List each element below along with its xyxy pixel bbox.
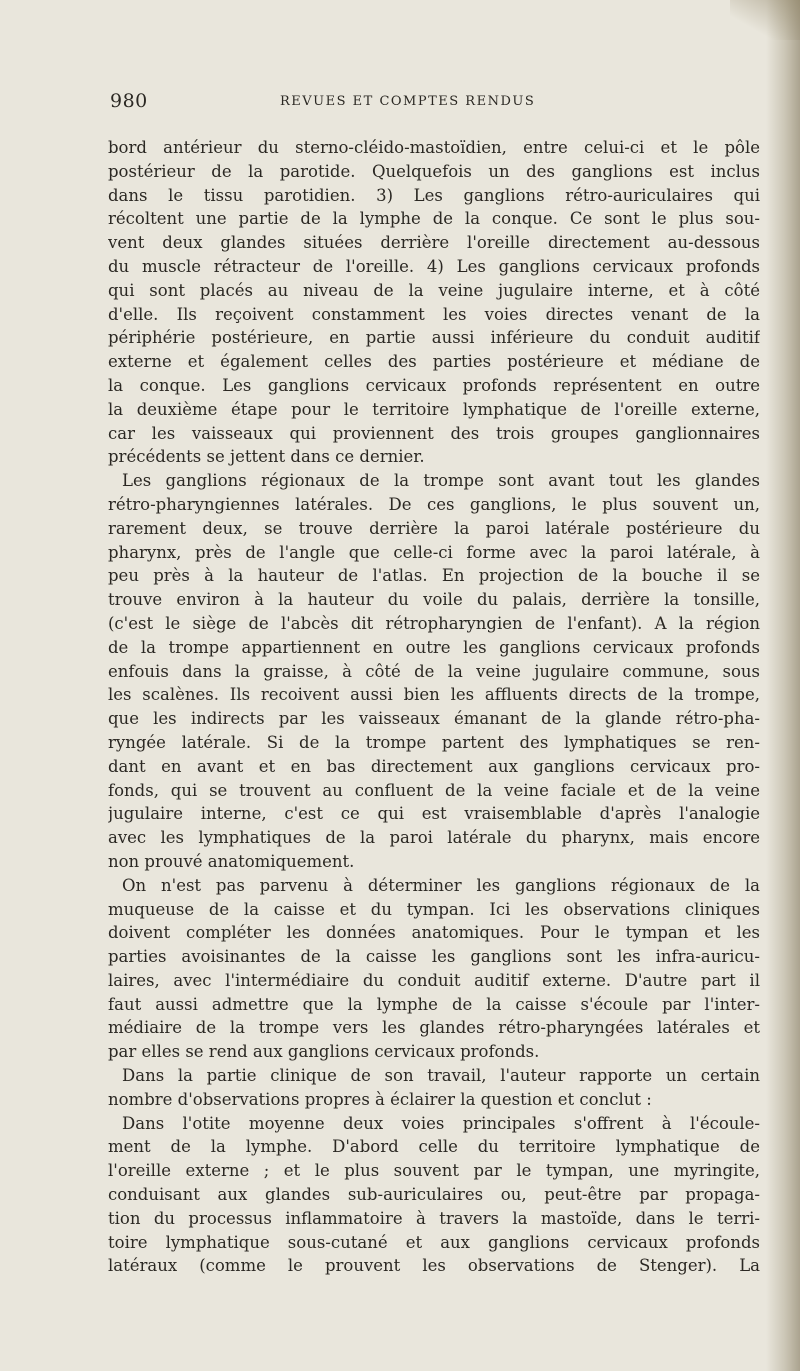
text-line: On n'est pas parvenu à déterminer les ganglions régionaux de la [122,875,760,895]
text-line: Dans l'otite moyenne deux voies principales s'offrent à l'écoule- [122,1113,760,1133]
text-line: parties avoisinantes de la caisse les ganglions sont les infra-auricu- [108,947,760,967]
text-line: ryngée latérale. Si de la trompe partent des lymphatiques se ren- [108,732,760,752]
text-line: nombre d'observations propres à éclairer la question et conclut : [108,1089,652,1109]
text-line: avec les lymphatiques de la paroi latérale du pharynx, mais encore [108,828,760,848]
text-line: faut aussi admettre que la lymphe de la caisse s'écoule par l'inter- [108,994,760,1014]
page-number: 980 [110,90,148,112]
text-line: muqueuse de la caisse et du tympan. Ici les observations cliniques [108,899,760,919]
text-line: d'elle. Ils reçoivent constamment les voies directes venant de la [108,304,760,324]
text-line: par elles se rend aux ganglions cervicaux profonds. [108,1042,540,1062]
text-line: tion du processus inflammatoire à travers la mastoïde, dans le terri- [108,1208,760,1228]
text-line: que les indirects par les vaisseaux émanant de la glande rétro-pha- [108,709,760,729]
text-line: l'oreille externe ; et le plus souvent par le tympan, une myringite, [108,1161,760,1181]
text-line: laires, avec l'intermédiaire du conduit auditif externe. D'autre part il [108,970,760,990]
text-line: précédents se jettent dans ce dernier. [108,447,425,467]
text-line: fonds, qui se trouvent au confluent de la veine faciale et de la veine [108,780,760,800]
page-corner-shadow [730,0,800,40]
text-line: périphérie postérieure, en partie aussi inférieure du conduit auditif [108,328,760,348]
text-line: la deuxième étape pour le territoire lymphatique de l'oreille externe, [108,399,760,419]
text-line: qui sont placés au niveau de la veine jugulaire interne, et à côté [108,280,760,300]
text-line: rarement deux, se trouve derrière la paroi latérale postérieure du [108,518,760,538]
text-line: postérieur de la parotide. Quelquefois un des ganglions est inclus [108,161,760,181]
text-line: jugulaire interne, c'est ce qui est vraisemblable d'après l'analogie [108,804,760,824]
text-line: pharynx, près de l'angle que celle-ci forme avec la paroi latérale, à [108,542,760,562]
text-line: de la trompe appartiennent en outre les ganglions cervicaux profonds [108,637,760,657]
text-line: médiaire de la trompe vers les glandes rétro-pharyngées latérales et [108,1018,760,1038]
text-line: Les ganglions régionaux de la trompe sont avant tout les glandes [122,471,760,491]
running-title: REVUES ET COMPTES RENDUS [280,94,536,109]
text-line: ment de la lymphe. D'abord celle du territoire lymphatique de [108,1137,760,1157]
text-line: toire lymphatique sous-cutané et aux ganglions cervicaux profonds [108,1232,760,1252]
text-line: enfouis dans la graisse, à côté de la veine jugulaire commune, sous [108,661,760,681]
text-line: bord antérieur du sterno-cléido-mastoïdien, entre celui-ci et le pôle [108,138,760,157]
page-edge-shadow [766,0,800,1371]
text-line: récoltent une partie de la lymphe de la conque. Ce sont le plus sou- [108,209,760,229]
text-line: dans le tissu parotidien. 3) Les ganglions rétro-auriculaires qui [108,185,760,205]
text-line: doivent compléter les données anatomiques. Pour le tympan et les [108,923,760,943]
text-line: trouve environ à la hauteur du voile du palais, derrière la tonsille, [108,590,760,610]
text-line: les scalènes. Ils recoivent aussi bien les affluents directs de la trompe, [108,685,760,705]
text-line: vent deux glandes situées derrière l'oreille directement au-dessous [108,233,760,253]
text-line: non prouvé anatomiquement. [108,851,355,871]
running-head [110,90,760,120]
text-line: la conque. Les ganglions cervicaux profonds représentent en outre [108,375,760,395]
text-line: peu près à la hauteur de l'atlas. En projection de la bouche il se [108,566,760,586]
text-line: car les vaisseaux qui proviennent des trois groupes ganglionnaires [108,423,760,443]
text-line: rétro-pharyngiennes latérales. De ces ganglions, le plus souvent un, [108,494,760,514]
text-line: (c'est le siège de l'abcès dit rétropharyngien de l'enfant). A la région [108,613,760,633]
text-line: du muscle rétracteur de l'oreille. 4) Les ganglions cervicaux profonds [108,256,760,276]
text-line: Dans la partie clinique de son travail, l'auteur rapporte un certain [122,1066,760,1086]
text-line: latéraux (comme le prouvent les observations de Stenger). La [108,1256,760,1276]
text-line: conduisant aux glandes sub-auriculaires ou, peut-être par propaga- [108,1185,760,1205]
text-line: externe et également celles des parties postérieure et médiane de [108,352,760,372]
text-line: dant en avant et en bas directement aux ganglions cervicaux pro- [108,756,760,776]
body-text [108,136,760,1278]
